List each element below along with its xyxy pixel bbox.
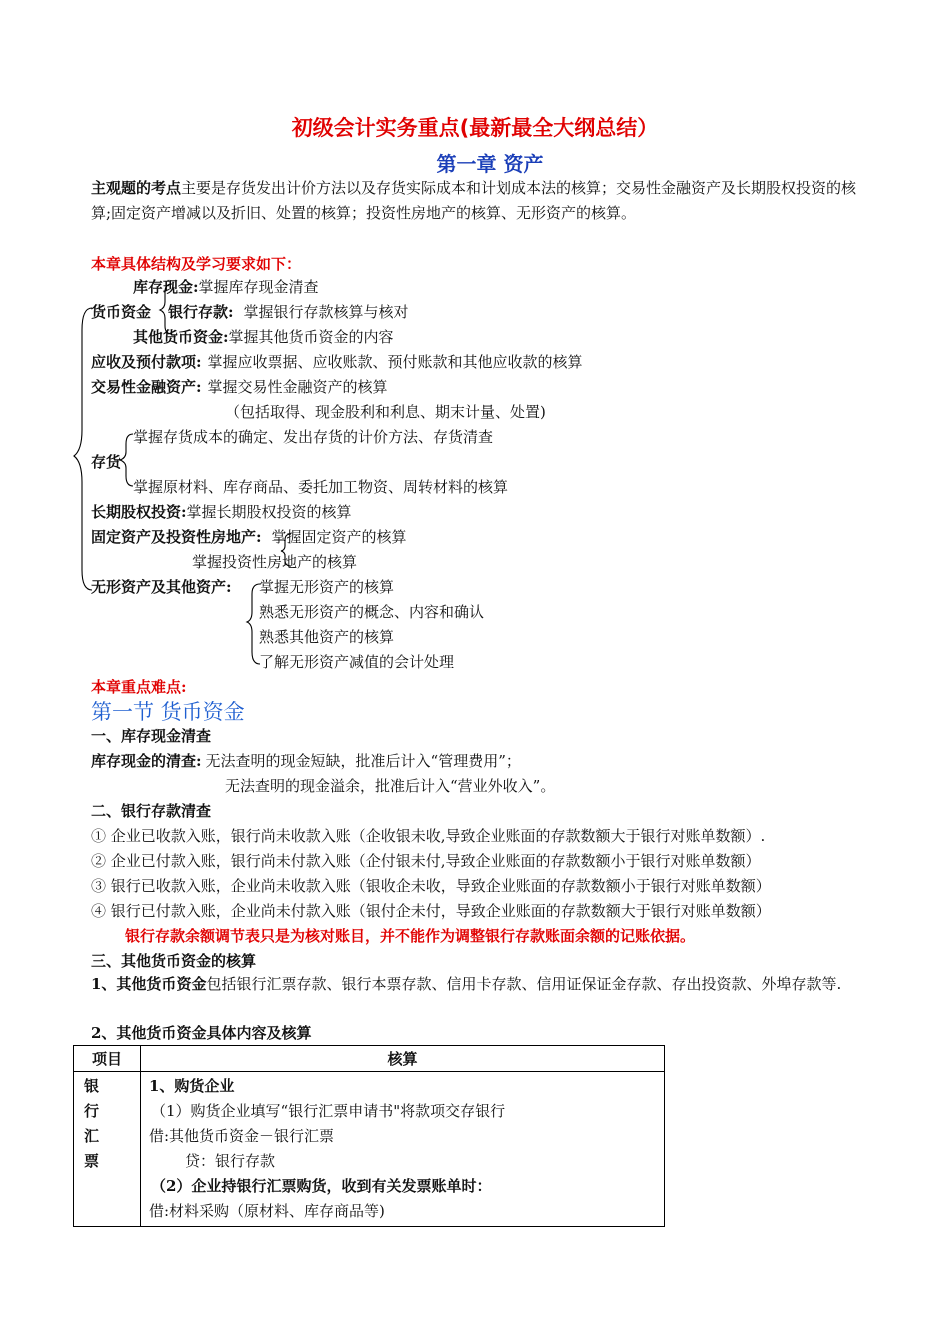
table-header-accounting: 核算 bbox=[141, 1046, 665, 1072]
heading-bank-check: 二、银行存款清查 bbox=[91, 802, 212, 820]
other-funds-text: 包括银行汇票存款、银行本票存款、信用卡存款、信用证保证金存款、存出投资款、外埠存款等. bbox=[206, 975, 842, 993]
bank-text: 掌握银行存款核算与核对 bbox=[243, 303, 409, 321]
lte-text: 掌握长期股权投资的核算 bbox=[186, 503, 352, 521]
intangible-item: 熟悉其他资产的核算 bbox=[259, 628, 395, 646]
table-row bbox=[74, 1072, 665, 1227]
inventory-text-1: 掌握存货成本的确定、发出存货的计价方法、存货清查 bbox=[133, 428, 494, 446]
intro-text: 主要是存货发出计价方法以及存货实际成本和计划成本法的核算；交易性金融资产及长期股权投资的核算;固定资产增减以及折旧、处置的核算；投资性房地产的核算、无形资产的核算。 bbox=[91, 179, 857, 222]
section-title: 第一节 货币资金 bbox=[91, 700, 245, 724]
cash-check-label: 库存现金的清查: bbox=[91, 752, 202, 770]
receivable-label: 应收及预付款项: bbox=[91, 353, 202, 371]
intangible-item: 熟悉无形资产的概念、内容和确认 bbox=[259, 603, 485, 621]
bank-item: ③ 银行已收款入账，企业尚未收款入账（银收企未收，导致企业账面的存款数额小于银行对账单数额） bbox=[91, 877, 771, 895]
bank-note: 银行存款余额调节表只是为核对账目，并不能作为调整银行存款账面余额的记账依据。 bbox=[125, 927, 696, 945]
item-char: 行 bbox=[84, 1102, 100, 1120]
table-line: （2）企业持银行汇票购货，收到有关发票账单时： bbox=[151, 1177, 492, 1195]
other-row bbox=[133, 326, 394, 347]
lte-row bbox=[91, 501, 352, 522]
cash-text: 掌握库存现金清查 bbox=[198, 278, 319, 296]
structure-heading: 本章具体结构及学习要求如下： bbox=[91, 255, 302, 273]
other-funds-paragraph bbox=[91, 972, 863, 997]
item-char: 票 bbox=[84, 1152, 100, 1170]
intro-paragraph bbox=[91, 176, 863, 226]
inventory-brace bbox=[120, 434, 133, 486]
bank-label: 银行存款: bbox=[168, 303, 234, 321]
item-char: 汇 bbox=[84, 1127, 100, 1145]
cash-check-row bbox=[91, 750, 521, 771]
other-funds-label: 1、其他货币资金 bbox=[91, 975, 207, 993]
table-line: 贷：银行存款 bbox=[185, 1152, 276, 1170]
table-header-row bbox=[74, 1046, 665, 1072]
trading-label: 交易性金融资产: bbox=[91, 378, 202, 396]
fixed-label: 固定资产及投资性房地产: bbox=[91, 528, 262, 546]
lte-label: 长期股权投资: bbox=[91, 503, 187, 521]
cash-check-line-2: 无法查明的现金溢余，批准后计入“营业外收入”。 bbox=[225, 777, 556, 795]
table-accounting-cell bbox=[141, 1072, 665, 1227]
document-title: 初级会计实务重点(最新最全大纲总结） bbox=[291, 116, 659, 140]
chapter-title: 第一章 资产 bbox=[436, 152, 544, 176]
intangible-item: 掌握无形资产的核算 bbox=[259, 578, 395, 596]
bank-row bbox=[168, 301, 409, 322]
trading-note: （包括取得、现金股利和利息、期末计量、处置) bbox=[225, 403, 546, 421]
other-label: 其他货币资金: bbox=[133, 328, 229, 346]
fixed-text-2: 掌握投资性房地产的核算 bbox=[192, 553, 358, 571]
monetary-label: 货币资金 bbox=[91, 303, 152, 321]
inventory-text-2: 掌握原材料、库存商品、委托加工物资、周转材料的核算 bbox=[133, 478, 509, 496]
table-line: 1、购货企业 bbox=[149, 1077, 235, 1095]
table-line: 借:材料采购（原材料、库存商品等) bbox=[149, 1202, 385, 1220]
accounting-table bbox=[73, 1045, 665, 1227]
table-line: （1）购货企业填写“银行汇票申请书"将款项交存银行 bbox=[151, 1102, 506, 1120]
table-header-item: 项目 bbox=[74, 1046, 141, 1072]
trading-row bbox=[91, 376, 388, 397]
cash-label: 库存现金: bbox=[133, 278, 199, 296]
table-item-cell bbox=[74, 1072, 141, 1227]
intangible-item: 了解无形资产减值的会计处理 bbox=[259, 653, 455, 671]
inventory-label: 存货 bbox=[91, 453, 122, 471]
heading-other-funds-detail: 2、其他货币资金具体内容及核算 bbox=[91, 1024, 312, 1042]
receivable-text: 掌握应收票据、应收账款、预付账款和其他应收款的核算 bbox=[207, 353, 583, 371]
other-text: 掌握其他货币资金的内容 bbox=[228, 328, 394, 346]
bank-item: ① 企业已收款入账，银行尚未收款入账（企收银未收,导致企业账面的存款数额大于银行对账单数额）. bbox=[91, 827, 766, 845]
cash-check-line-1: 无法查明的现金短缺，批准后计入“管理费用”； bbox=[205, 752, 521, 770]
bank-item: ② 企业已付款入账，银行尚未付款入账（企付银未付,导致企业账面的存款数额小于银行对账单数额） bbox=[91, 852, 761, 870]
heading-other-funds: 三、其他货币资金的核算 bbox=[91, 952, 257, 970]
key-points-heading: 本章重点难点: bbox=[91, 678, 187, 696]
fixed-text-1: 掌握固定资产的核算 bbox=[271, 528, 407, 546]
cash-row bbox=[133, 276, 319, 297]
fixed-row bbox=[91, 526, 407, 547]
intangible-label: 无形资产及其他资产: bbox=[91, 578, 232, 596]
table-line: 借:其他货币资金－银行汇票 bbox=[149, 1127, 335, 1145]
item-char: 银 bbox=[84, 1077, 100, 1095]
trading-text: 掌握交易性金融资产的核算 bbox=[207, 378, 388, 396]
bank-item: ④ 银行已付款入账，企业尚未付款入账（银付企未付，导致企业账面的存款数额大于银行对账单数额） bbox=[91, 902, 771, 920]
main-brace bbox=[74, 308, 92, 590]
heading-cash-check: 一、库存现金清查 bbox=[91, 727, 212, 745]
receivable-row bbox=[91, 351, 583, 372]
intro-label: 主观题的考点 bbox=[91, 179, 182, 197]
